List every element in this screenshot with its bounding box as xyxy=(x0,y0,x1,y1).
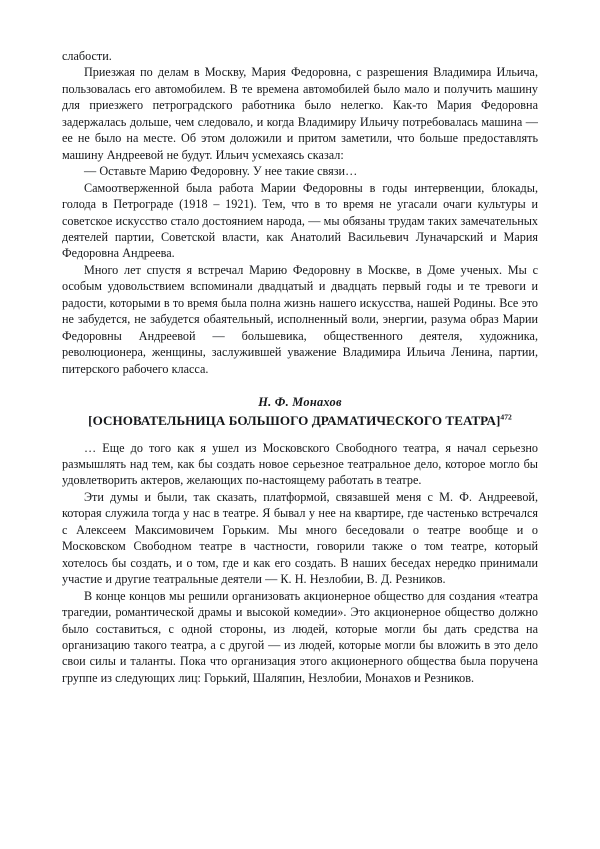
chapter-author-name: Н. Ф. Монахов xyxy=(258,395,342,410)
paragraph-samootverzhennoy: Самоотверженной была работа Марии Федоровны в годы интервенции, блокады, голода в Петрограде (1918 – 1921). Тем, что в то время не угасали очаги культуры и советское искусство стало достоянием народа, — мы обязаны трудам таких замечательных деятелей партии, Советской власти, как Анатолий Васильевич Луначарский и Мария Федоровна Андреева. xyxy=(62,180,538,261)
paragraph-priezzhaya: Приезжая по делам в Москву, Мария Федоровна, с разрешения Владимира Ильича, пользовалась его автомобилем. В те времена автомобилей было мало и получить машину для приезжего петроградского работника было нелегко. Как-то Мария Федоровна задержалась дольше, чем следовало, и когда Владимиру Ильичу потребовалась машина — ее не было на месте. Об этом доложили и притом заметили, что больше предоставлять машину Андреевой не будут. Ильич усмехаясь сказал: xyxy=(62,65,538,162)
paragraph-eshche-do-togo: … Еще до того как я ушел из Московского Свободного театра, я начал серьезно размышлять над тем, как бы создать новое серьезное театральное дело, которое могло бы удовлетворить актеров, желающих по-настоящему работать в театре. xyxy=(62,440,538,488)
footnote-marker: 472 xyxy=(500,412,512,422)
paragraph-ostavte: — Оставьте Марию Федоровну. У нее такие связи… xyxy=(84,164,358,179)
paragraph-mnogo-let: Много лет спустя я встречал Марию Федоровну в Москве, в Доме ученых. Мы с особым удовольствием вспоминали двадцатый и двадцать первый годы и те тревоги и радости, которыми в то время была полна жизнь нашего искусства, нашей Родины. Все это не забудется, не забудется обаятельный, исполненный воли, энергии, разума образ Марии Федоровны Андреевой — большевика, общественного деятеля, художника, революционера, женщины, заслужившей уважение Владимира Ильича Ленина, партии, питерского рабочего класса. xyxy=(62,262,538,376)
text-column xyxy=(62,48,538,686)
paragraph-slabosti: слабости. xyxy=(62,49,112,63)
paragraph-eti-dumy: Эти думы и были, так сказать, платформой, связавшей меня с М. Ф. Андреевой, которая служила тогда у нас в театре. Я бывал у нее на квартире, где частенько встречался с Алексеем Максимовичем Горьким. Мы много беседовали о театре вообще и о Московском Свободном театре в частности, говорили также о том театре, который хотелось бы создать, и о том, где и как его создать. В наших беседах нередко принимали участие и другие театральные деятели — К. Н. Незлобии, В. Д. Резников. xyxy=(62,489,538,587)
chapter-title xyxy=(62,412,538,430)
paragraph-v-konce-koncov: В конце концов мы решили организовать акционерное общество для создания «театра трагедии, романтической драмы и высокой комедии». Это акционерное общество должно было составиться, с одной стороны, из людей, которые могли бы дать средства на организацию такого театра, а с другой — из людей, которые могли бы вложить в это дело свои силы и таланты. Пока что организация этого акционерного общества была поручена группе из следующих лиц: Горький, Шаляпин, Незлобии, Монахов и Резников. xyxy=(62,588,538,685)
chapter-heading-block xyxy=(62,394,538,430)
chapter-title-text: [ОСНОВАТЕЛЬНИЦА БОЛЬШОГО ДРАМАТИЧЕСКОГО ТЕАТРА] xyxy=(88,413,501,429)
